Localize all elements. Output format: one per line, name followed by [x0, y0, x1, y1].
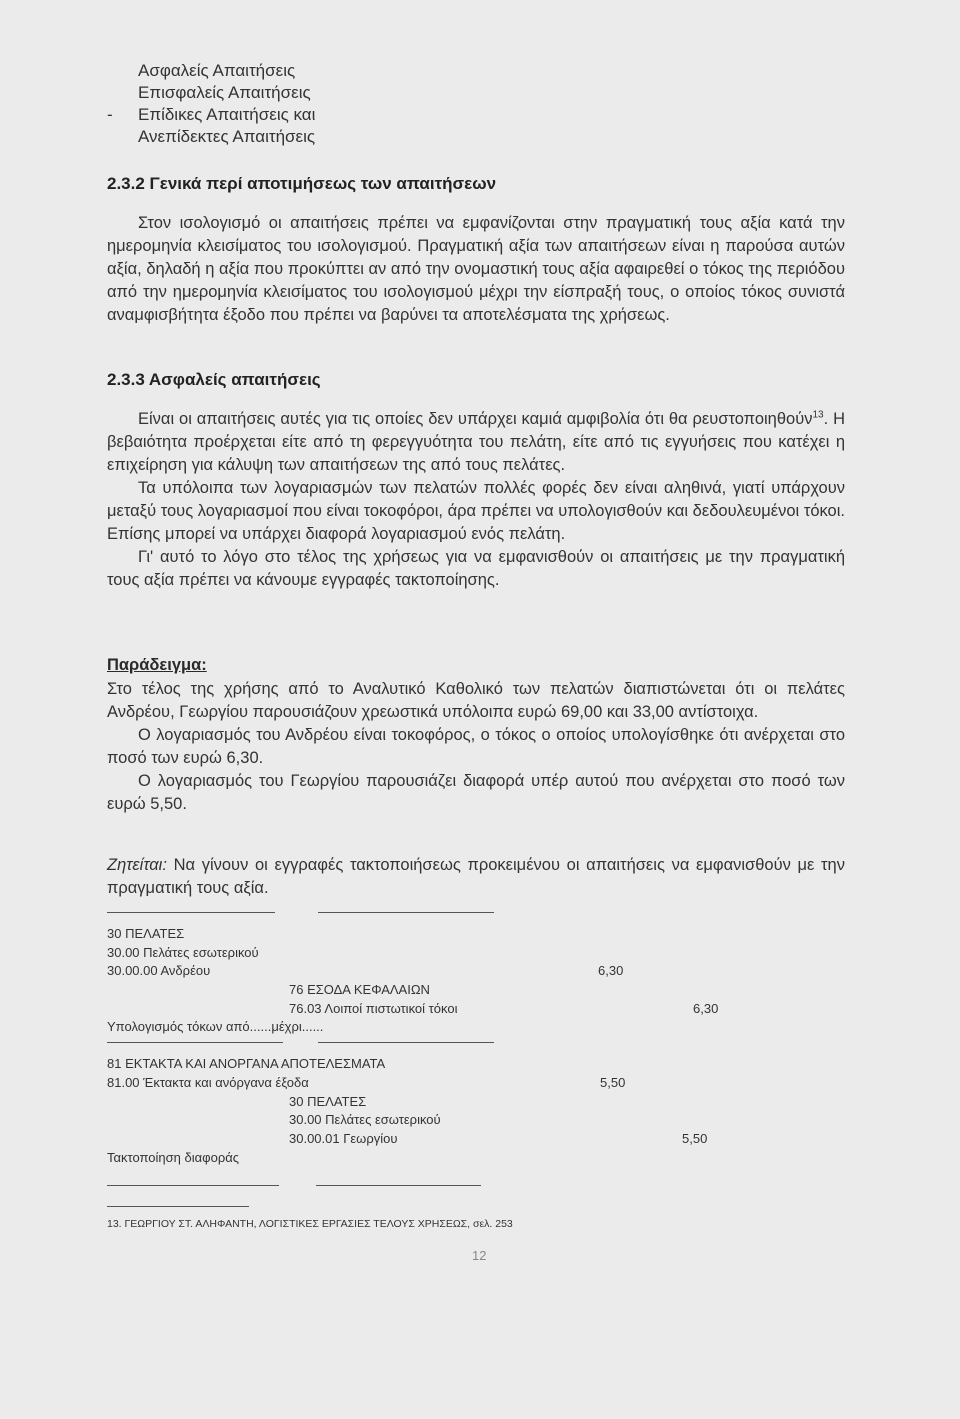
example-title: Παράδειγμα:	[107, 656, 207, 674]
credit-amount: 5,50	[682, 1131, 708, 1146]
list-item: Ασφαλείς Απαιτήσεις	[138, 61, 296, 80]
section-heading: 2.3.2 Γενικά περί αποτιμήσεως των απαιτήσεων	[107, 174, 497, 193]
paragraph-text	[107, 854, 845, 900]
task-paragraph	[107, 854, 845, 900]
account-line: 81 ΕΚΤΑΚΤΑ ΚΑΙ ΑΝΟΡΓΑΝΑ ΑΠΟΤΕΛΕΣΜΑΤΑ	[107, 1056, 386, 1071]
section-paragraph	[107, 212, 845, 327]
journal-note: Τακτοποίηση διαφοράς	[107, 1150, 239, 1165]
journal-rule	[107, 1042, 283, 1043]
footnote-ref: 13	[812, 409, 824, 421]
journal-rule	[318, 912, 494, 913]
paragraph-text: Ο λογαριασμός του Γεωργίου παρουσιάζει διαφορά υπέρ αυτού που ανέρχεται στο ποσό των ευρώ 5,50.	[107, 772, 845, 813]
account-line: 30.00.01 Γεωργίου	[289, 1131, 398, 1146]
list-item: Ανεπίδεκτες Απαιτήσεις	[138, 127, 316, 146]
list-item: Επίδικες Απαιτήσεις και	[138, 105, 316, 124]
account-line: 76 ΕΣΟΔΑ ΚΕΦΑΛΑΙΩΝ	[289, 982, 430, 997]
credit-amount: 6,30	[693, 1001, 719, 1016]
example-paragraphs	[107, 678, 845, 816]
list-dash: -	[107, 105, 113, 124]
debit-amount: 6,30	[598, 963, 624, 978]
page-number: 12	[472, 1248, 487, 1263]
paragraph-text: Στο τέλος της χρήσης από το Αναλυτικό Καθολικό των πελατών διαπιστώνεται ότι οι πελάτες Ανδρέου, Γεωργίου παρουσιάζουν χρεωστικά υπόλοιπα ευρώ 69,00 και 33,00 αντίστοιχα.	[107, 680, 845, 721]
journal-rule	[107, 1185, 279, 1186]
footnote: 13. ΓΕΩΡΓΙΟΥ ΣΤ. ΑΛΗΦΑΝΤΗ, ΛΟΓΙΣΤΙΚΕΣ ΕΡΓΑΣΙΕΣ ΤΕΛΟΥΣ ΧΡΗΣΕΩΣ, σελ. 253	[107, 1218, 513, 1230]
list-item: Επισφαλείς Απαιτήσεις	[138, 83, 311, 102]
text-run: . Η βεβαιότητα προέρχεται είτε από τη φερεγγυότητα του πελάτη, είτε από τις εγγυήσεις που κατέχει η επιχείρηση για κάλυψη των απαιτήσεων της από τους πελάτες.	[107, 410, 845, 474]
journal-rule	[318, 1042, 494, 1043]
journal-note: Υπολογισμός τόκων από......μέχρι......	[107, 1019, 324, 1034]
journal-rule	[316, 1185, 481, 1186]
text-run: Είναι οι απαιτήσεις αυτές για τις οποίες δεν υπάρχει καμιά αμφιβολία ότι θα ρευστοποιηθούν	[138, 410, 813, 428]
task-label: Ζητείται:	[107, 856, 167, 874]
account-line: 30.00 Πελάτες εσωτερικού	[107, 945, 259, 960]
paragraph-text: Γι' αυτό το λόγο στο τέλος της χρήσεως για να εμφανισθούν οι απαιτήσεις με την πραγματική τους αξία πρέπει να κάνουμε εγγραφές τακτοποίησης.	[107, 548, 845, 589]
account-line: 30.00 Πελάτες εσωτερικού	[289, 1112, 441, 1127]
account-line: 76.03 Λοιποί πιστωτικοί τόκοι	[289, 1001, 458, 1016]
debit-amount: 5,50	[600, 1075, 626, 1090]
footnote-rule	[107, 1206, 249, 1207]
account-line: 30.00.00 Ανδρέου	[107, 963, 211, 978]
account-line: 30 ΠΕΛΑΤΕΣ	[289, 1094, 367, 1109]
text-run: Να γίνουν οι εγγραφές τακτοποιήσεως προκειμένου οι απαιτήσεις να εμφανισθούν με την πραγματική τους αξία.	[107, 856, 845, 897]
journal-rule	[107, 912, 275, 913]
section-paragraphs	[107, 408, 845, 592]
account-line: 81.00 Έκτακτα και ανόργανα έξοδα	[107, 1075, 309, 1090]
paragraph-text	[107, 408, 845, 477]
paragraph-text: Ο λογαριασμός του Ανδρέου είναι τοκοφόρος, ο τόκος ο οποίος υπολογίσθηκε ότι ανέρχεται στο ποσό των ευρώ 6,30.	[107, 726, 845, 767]
account-line: 30 ΠΕΛΑΤΕΣ	[107, 926, 185, 941]
section-heading: 2.3.3 Ασφαλείς απαιτήσεις	[107, 370, 321, 389]
paragraph-text: Τα υπόλοιπα των λογαριασμών των πελατών πολλές φορές δεν είναι αληθινά, γιατί υπάρχουν μεταξύ τους λογαριασμοί που είναι τοκοφόροι, άρα πρέπει να υπολογισθούν και δεδουλευμένοι τόκοι. Επίσης μπορεί να υπάρχει διαφορά λογαριασμού ενός πελάτη.	[107, 479, 845, 543]
paragraph-text: Στον ισολογισμό οι απαιτήσεις πρέπει να εμφανίζονται στην πραγματική τους αξία κατά την ημερομηνία κλεισίματος του ισολογισμού. Πραγματική αξία των απαιτήσεων είναι η παρούσα αυτών αξία, δηλαδή η αξία που προκύπτει αν από την ονομαστική τους αξία αφαιρεθεί ο τόκος της περιόδου από την ημερομηνία κλεισίματος του ισολογισμού μέχρι την είσπραξή τους, ο οποίος τόκος συνιστά αναμφισβήτητα έξοδο που πρέπει να βαρύνει τα αποτελέσματα της χρήσεως.	[107, 214, 845, 324]
